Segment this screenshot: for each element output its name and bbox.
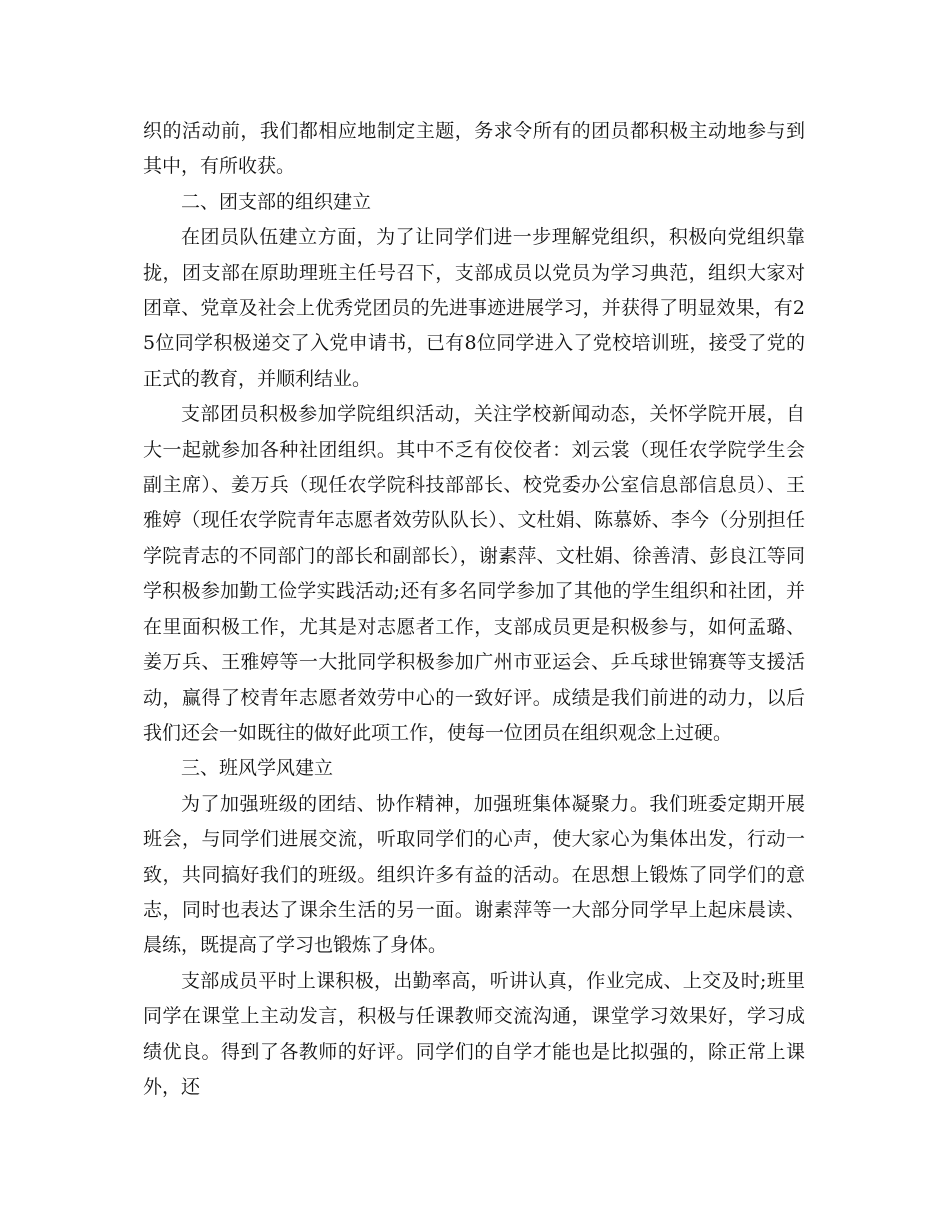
paragraph-study-performance: 支部成员平时上课积极，出勤率高，听讲认真，作业完成、上交及时;班里同学在课堂上主动发言，积极与任课教师交流沟通，课堂学习效果好，学习成绩优良。得到了各教师的好评。同学们的自学才能也是比拟强的，除正常上课外，还 <box>143 969 805 1098</box>
continuation-paragraph: 织的活动前，我们都相应地制定主题，务求令所有的团员都积极主动地参与到其中，有所收获。 <box>143 120 805 178</box>
paragraph-class-unity: 为了加强班级的团结、协作精神，加强班集体凝聚力。我们班委定期开展班会，与同学们进展交流，听取同学们的心声，使大家心为集体出发，行动一致，共同搞好我们的班级。组织许多有益的活动。在思想上锻炼了同学们的意志，同时也表达了课余生活的另一面。谢素萍等一大部分同学早上起床晨读、晨练，既提高了学习也锻炼了身体。 <box>143 792 805 957</box>
paragraph-party-membership: 在团员队伍建立方面，为了让同学们进一步理解党组织，积极向党组织靠拢，团支部在原助理班主任号召下，支部成员以党员为学习典范，组织大家对团章、党章及社会上优秀党团员的先进事迹进展学习，并获得了明显效果，有25位同学积极递交了入党申请书，已有8位同学进入了党校培训班，接受了党的正式的教育，并顺利结业。 <box>143 226 805 390</box>
section-heading-class-style: 三、班风学风建立 <box>181 757 334 780</box>
paragraph-member-activities: 支部团员积极参加学院组织活动，关注学校新闻动态，关怀学院开展，自大一起就参加各种社团组织。其中不乏有佼佼者：刘云裳（现任农学院学生会副主席）、姜万兵（现任农学院科技部部长、校党委办公室信息部信息员）、王雅婷（现任农学院青年志愿者效劳队队长）、文杜娟、陈慕娇、李今（分别担任学院青志的不同部门的部长和副部长），谢素萍、文杜娟、徐善清、彭良江等同学积极参加勤工俭学实践活动;还有多名同学参加了其他的学生组织和社团，并在里面积极工作，尤其是对志愿者工作，支部成员更是积极参与，如何孟璐、姜万兵、王雅婷等一大批同学积极参加广州市亚运会、乒乓球世锦赛等支援活动，赢得了校青年志愿者效劳中心的一致好评。成绩是我们前进的动力，以后我们还会一如既往的做好此项工作，使每一位团员在组织观念上过硬。 <box>143 403 805 744</box>
document-body <box>143 114 805 1105</box>
section-heading-organization: 二、团支部的组织建立 <box>181 190 372 213</box>
